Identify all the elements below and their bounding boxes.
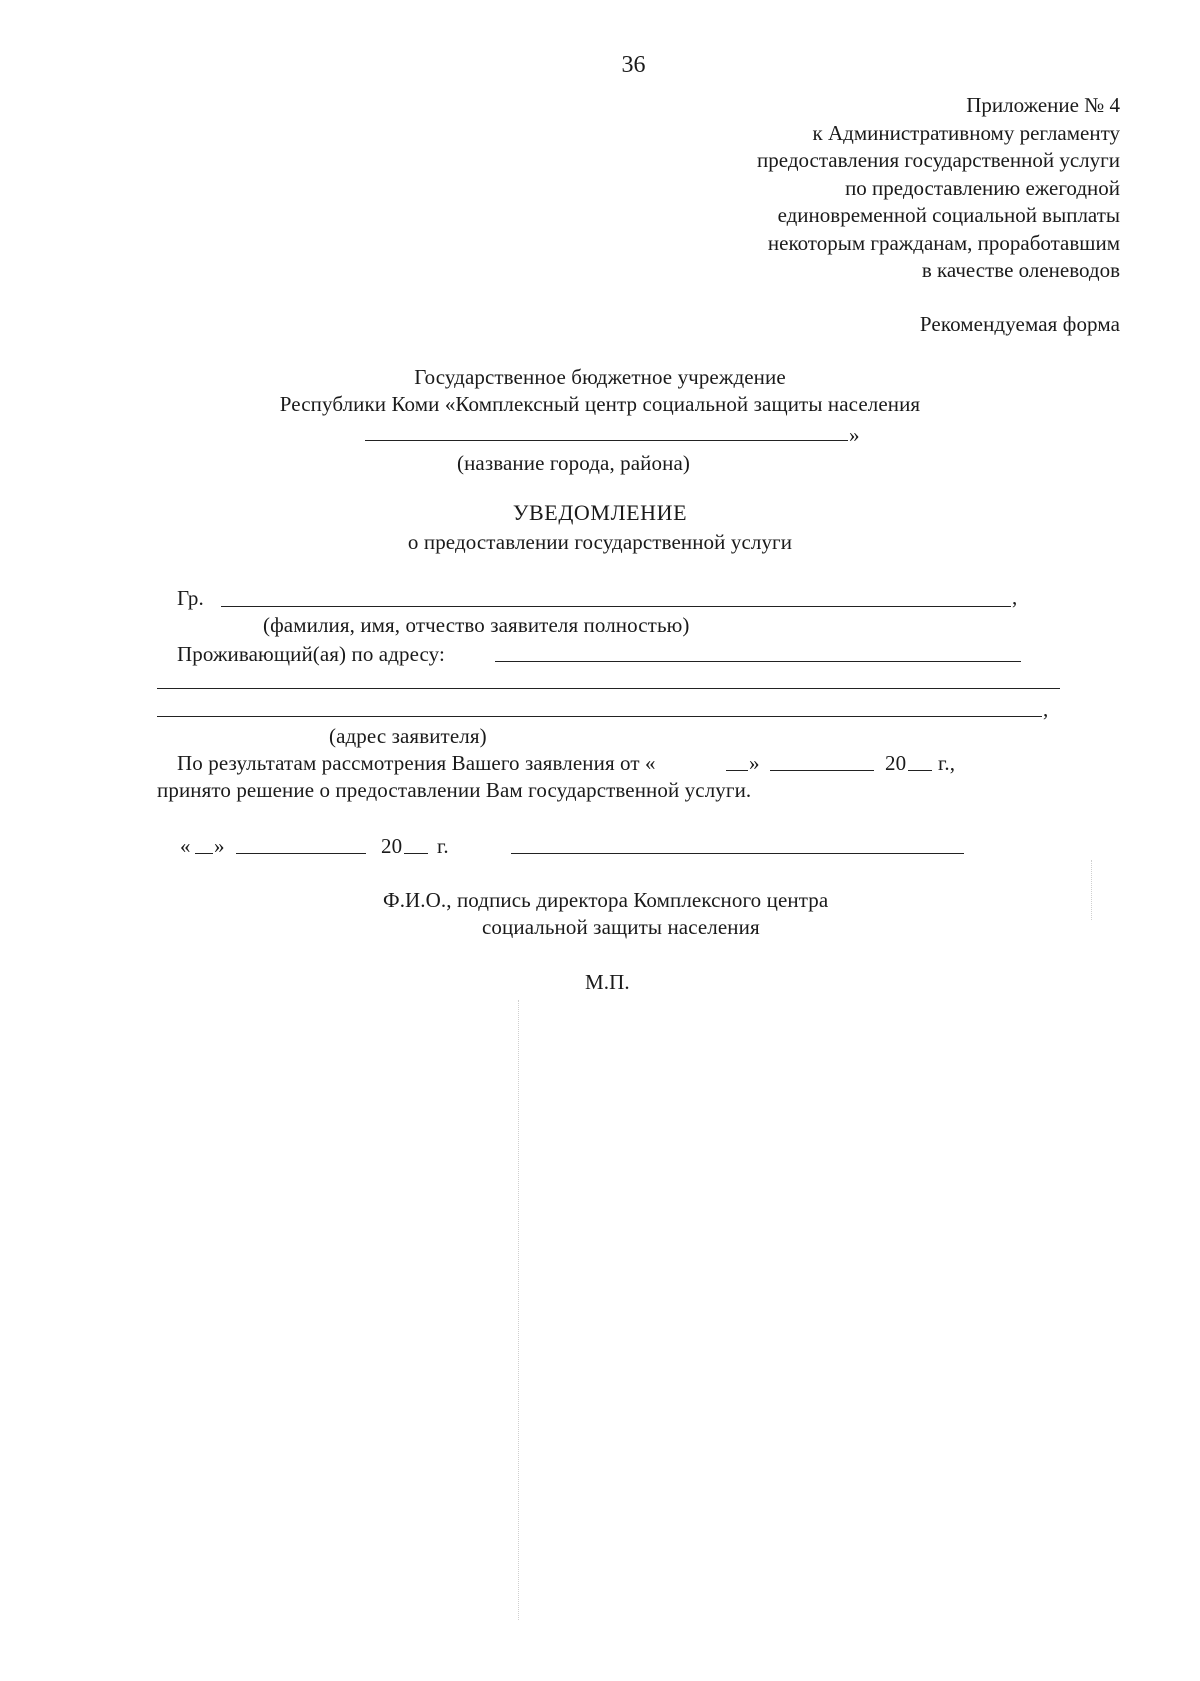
- appendix-line: Приложение № 4: [966, 93, 1120, 117]
- appendix-line: некоторым гражданам, проработавшим: [767, 230, 1120, 255]
- decision-close-quote: »: [749, 751, 760, 775]
- organization-block: [0, 364, 1200, 418]
- decision-day-blank: [726, 770, 748, 771]
- signature-caption-line-1: Ф.И.О., подпись директора Комплексного центра: [383, 888, 829, 912]
- signature-blank-line: [511, 853, 964, 854]
- date-close-quote: »: [214, 834, 225, 858]
- recommended-form-label: Рекомендуемая форма: [919, 312, 1120, 336]
- address-caption: (адрес заявителя): [329, 724, 487, 748]
- address-blank-line-1: [495, 661, 1021, 662]
- notice-title: УВЕДОМЛЕНИЕ: [512, 500, 688, 525]
- appendix-block: [757, 92, 1120, 285]
- name-caption: (фамилия, имя, отчество заявителя полностью): [263, 613, 690, 637]
- appendix-line: предоставления государственной услуги: [757, 148, 1120, 172]
- appendix-line: по предоставлению ежегодной: [845, 175, 1120, 200]
- signature-caption-line-2: социальной защиты населения: [482, 915, 760, 939]
- decision-year-suffix: г.,: [938, 751, 956, 775]
- address-blank-line-2: [157, 688, 1060, 689]
- date-open-quote: «: [180, 834, 191, 858]
- appendix-line: в качестве оленеводов: [921, 258, 1120, 282]
- decision-year-blank: [908, 770, 932, 771]
- scan-artifact: [518, 1000, 520, 1620]
- scan-artifact: [1091, 860, 1093, 920]
- date-year-suffix: г.: [437, 834, 449, 858]
- page-number: 36: [621, 52, 646, 78]
- notice-subtitle: о предоставлении государственной услуги: [407, 530, 793, 554]
- decision-text-start: По результатам рассмотрения Вашего заявления от «: [177, 751, 656, 775]
- date-year-blank: [404, 853, 428, 854]
- decision-month-blank: [770, 770, 874, 771]
- city-blank-line: [365, 440, 848, 441]
- name-comma: ,: [1012, 585, 1018, 609]
- date-month-blank: [236, 853, 366, 854]
- address-blank-line-3: [157, 716, 1042, 717]
- citizen-prefix: Гр.: [177, 586, 204, 610]
- address-comma: ,: [1043, 697, 1049, 721]
- organization-line-2: Республики Коми «Комплексный центр социальной защиты населения: [279, 392, 921, 416]
- address-label: Проживающий(ая) по адресу:: [177, 642, 445, 666]
- name-blank-line: [221, 606, 1011, 607]
- decision-year-prefix: 20: [885, 751, 907, 775]
- date-day-blank: [195, 853, 213, 854]
- decision-text-line-2: принято решение о предоставлении Вам государственной услуги.: [157, 778, 752, 802]
- organization-line-1: Государственное бюджетное учреждение: [414, 365, 786, 389]
- appendix-line: единовременной социальной выплаты: [777, 203, 1120, 227]
- city-caption: (название города, района): [457, 451, 690, 475]
- stamp-place-label: М.П.: [585, 970, 630, 994]
- date-year-prefix: 20: [381, 834, 403, 858]
- appendix-line: к Административному регламенту: [812, 120, 1120, 145]
- organization-close-quote: »: [849, 423, 860, 447]
